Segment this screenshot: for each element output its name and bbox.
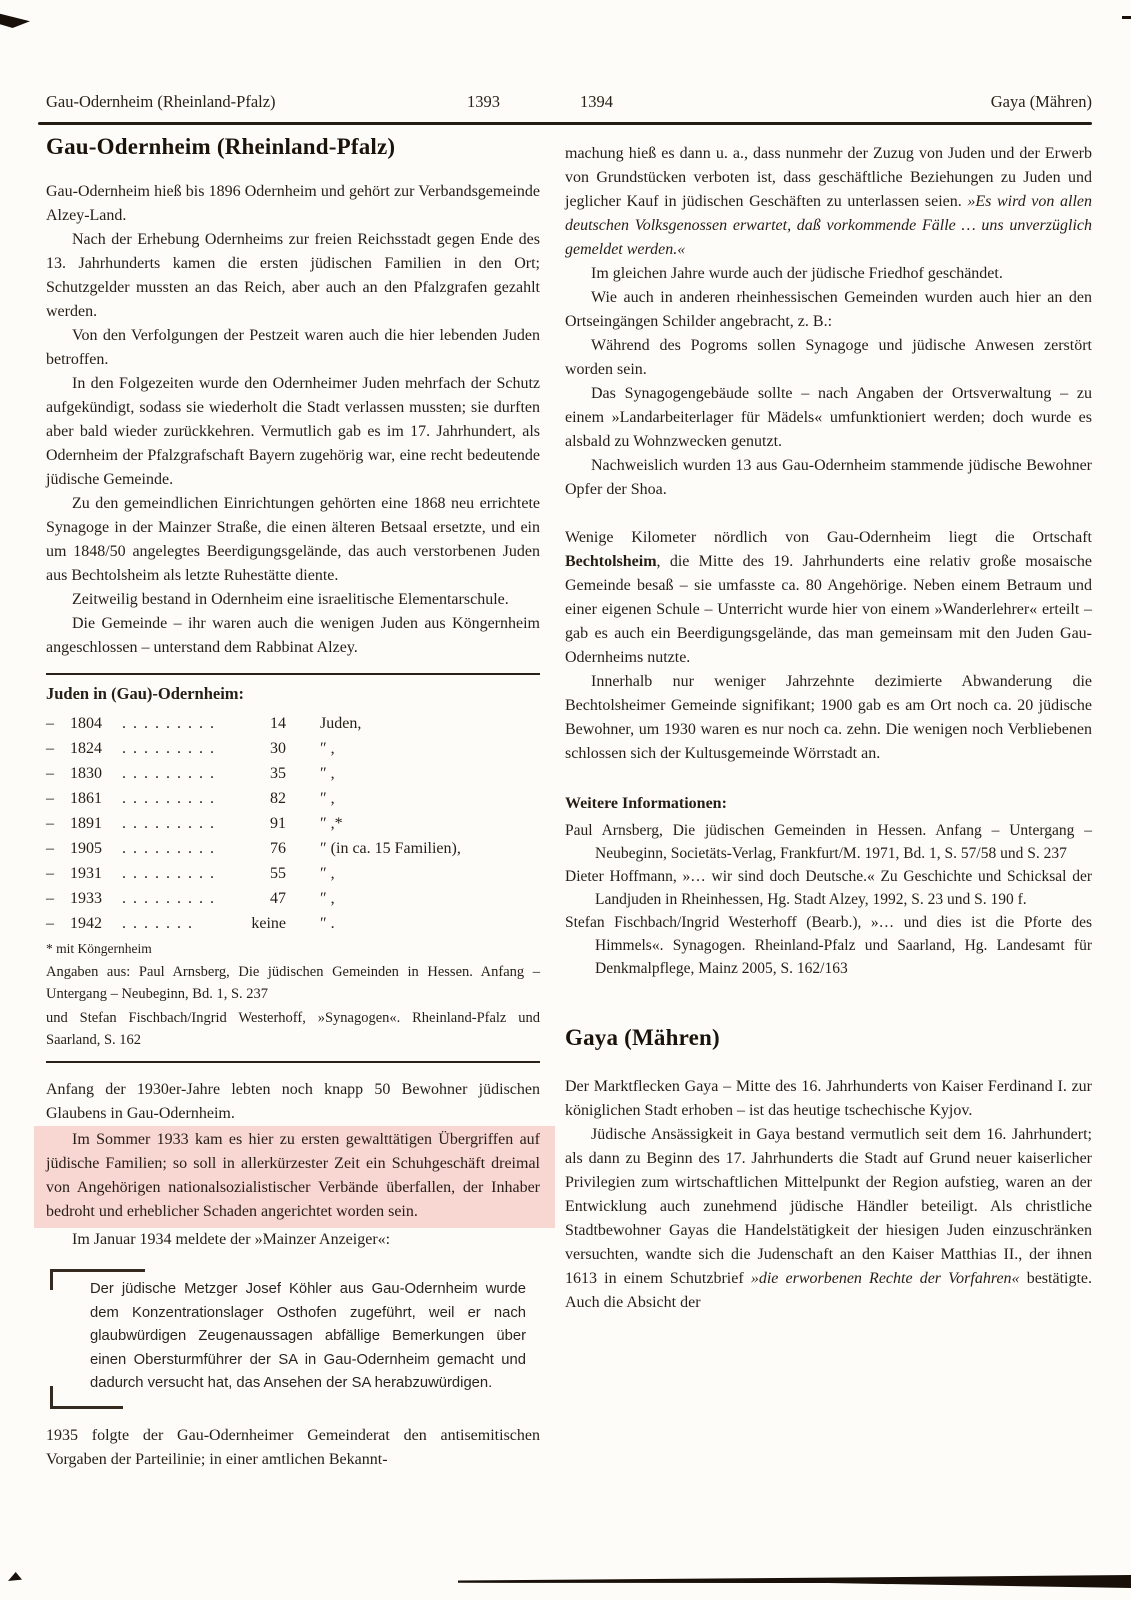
page-number-right: 1394	[580, 92, 613, 111]
quote-bracket-bottom	[50, 1386, 123, 1409]
population-statistics-block	[46, 673, 540, 1063]
paragraph: machung hieß es dann u. a., dass nunmehr der Zuzug von Juden und der Erwerb von Grundstücken verboten ist, dass geschäftliche Beziehungen zu Juden und jeglicher Kauf in jüdischen Geschäften zu unterlassen seien. »Es wird von allen deutschen Volksgenossen erwartet, daß vorkommende Fälle … uns unverzüglich gemeldet werden.«	[565, 145, 1092, 258]
statistics-row: – 1942 . . . . . . . keine ″ .	[46, 915, 335, 932]
running-head-left: Gau-Odernheim (Rheinland-Pfalz)	[46, 92, 276, 111]
statistics-title: Juden in (Gau)-Odernheim:	[46, 684, 245, 703]
statistics-row: – 1905 . . . . . . . . . 76 ″ (in ca. 15 Familien),	[46, 840, 461, 857]
quote-bracket-top	[50, 1269, 145, 1290]
paragraph: Der Marktflecken Gaya – Mitte des 16. Jahrhunderts von Kaiser Ferdinand I. zur königlichen Stadt erhoben – ist das heutige tschechische Kyjov.	[565, 1078, 1092, 1119]
left-column	[46, 133, 540, 1472]
paragraph: Von den Verfolgungen der Pestzeit waren auch die hier lebenden Juden betroffen.	[46, 327, 540, 368]
statistics-row: – 1804 . . . . . . . . . 14 Juden,	[46, 715, 362, 732]
paragraph: 1935 folgte der Gau-Odernheimer Gemeinderat den antisemitischen Vorgaben der Parteilinie; in einer amtlichen Bekannt-	[46, 1426, 540, 1468]
statistics-row: – 1933 . . . . . . . . . 47 ″ ,	[46, 890, 335, 907]
statistics-source: Angaben aus: Paul Arnsberg, Die jüdischen Gemeinden in Hessen. Anfang – Untergang – Neubeginn, Bd. 1, S. 237	[46, 964, 540, 1002]
scan-artifact-top-left	[0, 13, 30, 28]
bibliography-entry: Paul Arnsberg, Die jüdischen Gemeinden in Hessen. Anfang – Untergang – Neubeginn, Societäts-Verlag, Frankfurt/M. 1971, Bd. 1, S. 57/58 und S. 237	[565, 822, 1092, 862]
paragraph: Zu den gemeindlichen Einrichtungen gehörten eine 1868 neu errichtete Synagoge in der Mainzer Straße, die einen älteren Betsaal ersetzte, und ein um 1848/50 angelegtes Beerdigungsgelände, das auch verstorbenen Juden aus Bechtolsheim als letzte Ruhestätte diente.	[46, 495, 540, 584]
bibliography-entry: Stefan Fischbach/Ingrid Westerhoff (Bearb.), »… und dies ist die Pforte des Himmels«. Synagogen. Rheinland-Pfalz und Saarland, Hg. Landesamt für Denkmalpflege, Mainz 2005, S. 162/163	[565, 914, 1092, 977]
statistics-footnote: * mit Köngernheim	[46, 941, 152, 956]
paragraph: Das Synagogengebäude sollte – nach Angaben der Ortsverwaltung – zu einem »Landarbeiterlager für Mädels« umfunktioniert werden; doch wurde es alsbald zu Wohnzwecken genutzt.	[565, 385, 1092, 450]
paragraph: Innerhalb nur weniger Jahrzehnte dezimierte Abwanderung die Bechtolsheimer Gemeinde signifikant; 1900 gab es am Ort noch ca. 20 jüdische Bewohner, um 1930 waren es nur noch ca. zehn. Die wenigen noch Verbliebenen schlossen sich der Kultusgemeinde Wörrstadt an.	[565, 673, 1092, 762]
bibliography-entry: Dieter Hoffmann, »… wir sind doch Deutsche.« Zu Geschichte und Schicksal der Landjuden in Rheinhessen, Hg. Stadt Alzey, 1992, S. 23 und S. 190 f.	[565, 868, 1092, 908]
highlighted-passage: Im Sommer 1933 kam es hier zu ersten gewalttätigen Übergriffen auf jüdische Familien; so soll in allerkürzester Zeit ein Schuhgeschäft dreimal von Angehörigen nationalsozialistischer Verbände überfallen, der Inhaber bedroht und erheblicher Schaden angerichtet worden sein.	[34, 1126, 555, 1228]
statistics-row: – 1931 . . . . . . . . . 55 ″ ,	[46, 865, 335, 882]
right-column	[565, 142, 1092, 1315]
paragraph: Zeitweilig bestand in Odernheim eine israelitische Elementarschule.	[72, 591, 509, 608]
paragraph: Während des Pogroms sollen Synagoge und jüdische Anwesen zerstört worden sein.	[565, 337, 1092, 378]
statistics-row: – 1891 . . . . . . . . . 91 ″ ,*	[46, 815, 343, 832]
running-header	[46, 92, 1092, 114]
paragraph: Wenige Kilometer nördlich von Gau-Odernheim liegt die Ortschaft Bechtolsheim, die Mitte des 19. Jahrhunderts eine relativ große mosaische Gemeinde besaß – sie umfasste ca. 80 Angehörige. Neben einem Betraum und einer eigenen Schule – Unterricht wurde hier von einem »Wanderlehrer« erteilt – gab es auch ein Beerdigungsgelände, das man gemeinsam mit den Juden Gau-Odernheims nutzte.	[565, 529, 1092, 666]
page-number-left: 1393	[467, 92, 500, 111]
scan-artifact-bottom-left	[8, 1572, 22, 1581]
paragraph: Die Gemeinde – ihr waren auch die wenigen Juden aus Köngernheim angeschlossen – unterstand dem Rabbinat Alzey.	[46, 615, 540, 656]
place-name-bold: Bechtolsheim	[565, 553, 657, 570]
header-rule	[38, 122, 1092, 125]
scan-artifact-bottom-edge	[458, 1575, 1131, 1588]
paragraph: Wie auch in anderen rheinhessischen Gemeinden wurden auch hier an den Ortseingängen Schilder angebracht, z. B.:	[565, 289, 1092, 330]
running-head-right: Gaya (Mähren)	[990, 92, 1092, 111]
paragraph: Nach der Erhebung Odernheims zur freien Reichsstadt gegen Ende des 13. Jahrhunderts kamen die ersten jüdischen Familien in den Ort; Schutzgelder mussten an das Reich, aber auch an den Pfalzgrafen gezahlt werden.	[46, 231, 540, 320]
paragraph: Gau-Odernheim hieß bis 1896 Odernheim und gehört zur Verbandsgemeinde Alzey-Land.	[46, 183, 540, 224]
paragraph: In den Folgezeiten wurde den Odernheimer Juden mehrfach der Schutz aufgekündigt, sodass sie wiederholt die Stadt verlassen mussten; sie durften aber bald wieder zurückkehren. Vermutlich gab es im 17. Jahrhundert, als Odernheim der Pfalzgrafschaft Bayern zugehörig war, eine recht bedeutende jüdische Gemeinde.	[46, 375, 540, 488]
paragraph: Im gleichen Jahre wurde auch der jüdische Friedhof geschändet.	[591, 265, 1003, 282]
entry-title-gau-odernheim: Gau-Odernheim (Rheinland-Pfalz)	[46, 134, 396, 159]
quote-text: Der jüdische Metzger Josef Köhler aus Gau-Odernheim wurde dem Konzentrationslager Osthofen zugeführt, weil er nach glaubwürdigen Zeugenaussagen abfällige Bemerkungen über einen Obersturmführer der SA in Gau-Odernheim gemacht und dadurch versucht hat, das Ansehen der SA herabzuwürdigen.	[90, 1281, 526, 1391]
paragraph: Nachweislich wurden 13 aus Gau-Odernheim stammende jüdische Bewohner Opfer der Shoa.	[565, 457, 1092, 498]
entry-title-gaya: Gaya (Mähren)	[565, 1025, 720, 1050]
statistics-row: – 1824 . . . . . . . . . 30 ″ ,	[46, 740, 335, 757]
scan-artifact-top-right	[1122, 16, 1131, 19]
statistics-source: und Stefan Fischbach/Ingrid Westerhoff, »Synagogen«. Rheinland-Pfalz und Saarland, S. 162	[46, 1010, 540, 1048]
paragraph: Anfang der 1930er-Jahre lebten noch knapp 50 Bewohner jüdischen Glaubens in Gau-Odernheim.	[46, 1081, 540, 1122]
quoted-italic-text: »die erworbenen Rechte der Vorfahren«	[750, 1270, 1020, 1287]
paragraph: Jüdische Ansässigkeit in Gaya bestand vermutlich seit dem 16. Jahrhundert; als dann zu Beginn des 17. Jahrhunderts die Stadt auf Grund neuer kaiserlicher Privilegien zum wirtschaftlichen Mittelpunkt der Region aufstieg, waren an der Entwicklung auch zunehmend jüdische Händler beteiligt. Als christliche Stadtbewohner Gayas die Handelstätigkeit der hiesigen Juden einzuschränken versuchten, wandte sich die Judenschaft an den Kaiser Matthias II., der ihnen 1613 in einem Schutzbrief »die erworbenen Rechte der Vorfahren« bestätigte. Auch die Absicht der	[565, 1126, 1093, 1311]
quoted-italic-text: »Es wird von allen deutschen Volksgenossen erwartet, daß vorkommende Fälle … uns unverzüglich gemeldet werden.«	[565, 193, 1092, 258]
newspaper-quote-block	[50, 1266, 540, 1412]
paragraph: Im Januar 1934 meldete der »Mainzer Anzeiger«:	[72, 1231, 391, 1248]
further-information-heading: Weitere Informationen:	[565, 795, 727, 812]
statistics-row: – 1830 . . . . . . . . . 35 ″ ,	[46, 765, 335, 782]
statistics-row: – 1861 . . . . . . . . . 82 ″ ,	[46, 790, 335, 807]
